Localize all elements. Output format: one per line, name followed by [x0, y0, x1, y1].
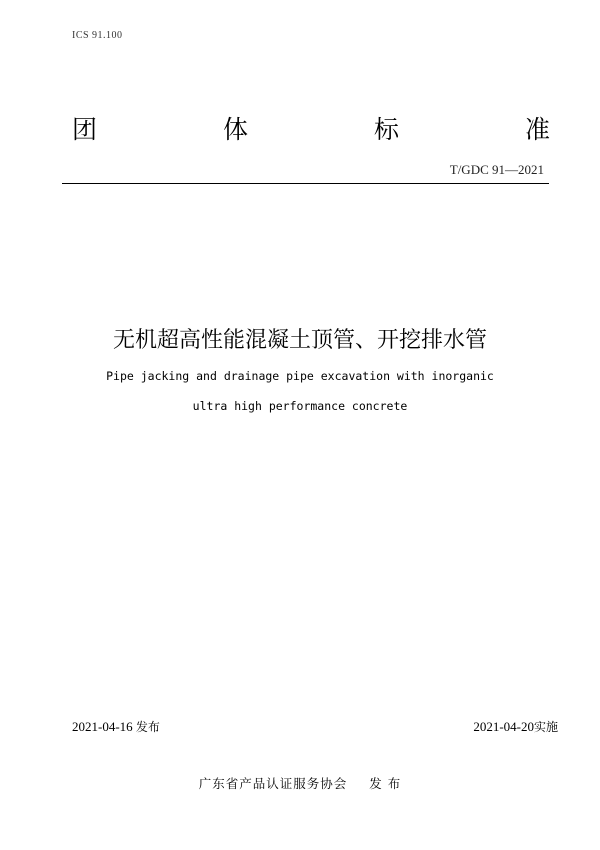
issue-date-block	[72, 718, 160, 735]
title-english-line-1: Pipe jacking and drainage pipe excavation with inorganic	[106, 369, 494, 383]
issue-label: 发布	[135, 720, 160, 734]
header-divider	[62, 183, 549, 184]
standard-type-char-3: 标	[373, 115, 399, 144]
publisher-action: 发 布	[369, 776, 402, 791]
issue-date: 2021-04-16	[72, 719, 133, 734]
implement-date-block	[473, 718, 558, 735]
standard-type-char-1: 团	[72, 115, 98, 144]
publisher-name: 广东省产品认证服务协会	[198, 776, 348, 791]
ics-code: ICS 91.100	[72, 30, 123, 41]
standard-type-heading	[72, 114, 550, 146]
standard-number: T/GDC 91—2021	[449, 162, 544, 177]
implement-label: 实施	[533, 720, 558, 734]
publisher-line	[0, 774, 600, 792]
title-chinese: 无机超高性能混凝土顶管、开挖排水管	[112, 328, 487, 353]
standard-type-char-2: 体	[222, 115, 248, 144]
implement-date: 2021-04-20	[473, 719, 534, 734]
standard-type-char-4: 准	[524, 115, 550, 144]
title-english-line-2: ultra high performance concrete	[192, 399, 408, 413]
